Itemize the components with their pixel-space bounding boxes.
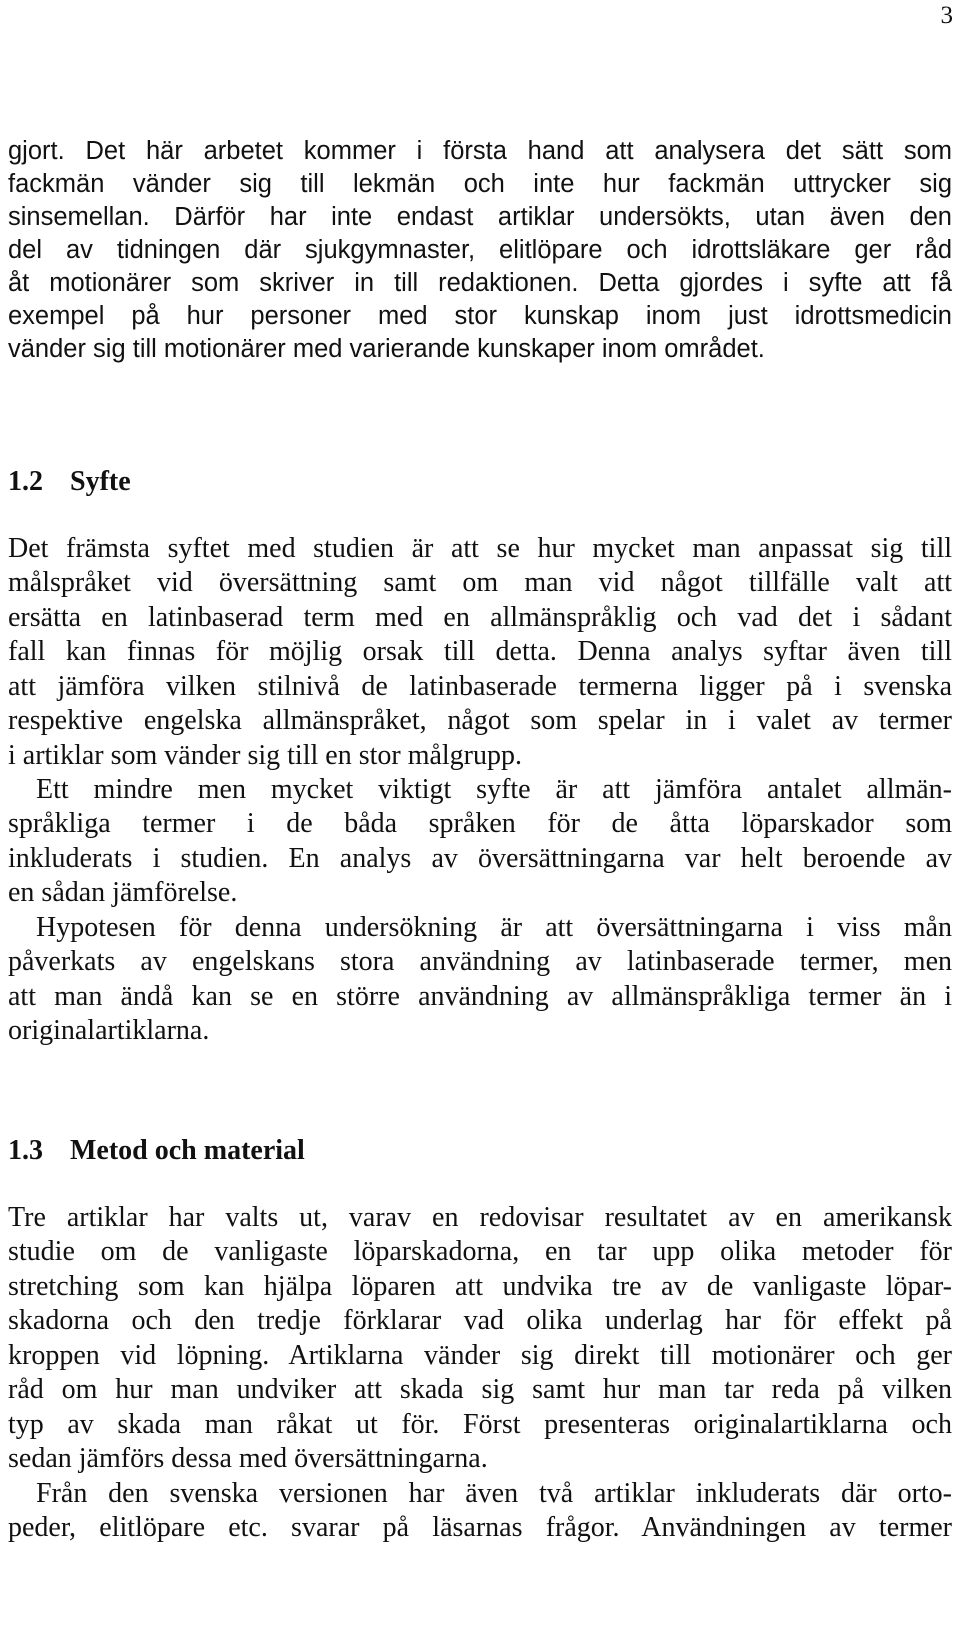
intro-line: vänder sig till motionärer med varierande kunskaper inom området. xyxy=(8,335,765,363)
syfte-line: Hypotesen för denna undersökning är att översättningarna i viss mån xyxy=(36,912,952,943)
metod-line: kroppen vid löpning. Artiklarna vänder sig direkt till motionärer och ger xyxy=(8,1340,952,1371)
syfte-line: Ett mindre men mycket viktigt syfte är att jämföra antalet allmän- xyxy=(36,774,952,805)
section-title: Syfte xyxy=(70,466,131,497)
intro-line: gjort. Det här arbetet kommer i första hand att analysera det sätt som xyxy=(8,137,952,165)
metod-line: studie om de vanligaste löparskadorna, en tar upp olika metoder för xyxy=(8,1236,952,1267)
syfte-line: respektive engelska allmänspråket, något som spelar in i valet av termer xyxy=(8,705,952,736)
metod-line: Från den svenska versionen har även två artiklar inkluderats där orto- xyxy=(36,1478,952,1509)
section-title: Metod och material xyxy=(70,1135,305,1166)
metod-line: Tre artiklar har valts ut, varav en redovisar resultatet av en amerikansk xyxy=(8,1202,952,1233)
intro-line: fackmän vänder sig till lekmän och inte hur fackmän uttrycker sig xyxy=(8,170,952,198)
syfte-line: Det främsta syftet med studien är att se hur mycket man anpassat sig till xyxy=(8,533,952,564)
syfte-line: språkliga termer i de båda språken för de åtta löparskador som xyxy=(8,808,952,839)
intro-line: del av tidningen där sjukgymnaster, elitlöpare och idrottsläkare ger råd xyxy=(8,236,952,264)
intro-line: exempel på hur personer med stor kunskap inom just idrottsmedicin xyxy=(8,302,952,330)
section-heading-metod xyxy=(8,1133,305,1169)
section-heading-syfte xyxy=(8,464,131,500)
syfte-line: målspråket vid översättning samt om man vid något tillfälle valt att xyxy=(8,567,952,598)
intro-line: åt motionärer som skriver in till redaktionen. Detta gjordes i syfte att få xyxy=(8,269,952,297)
syfte-line: att jämföra vilken stilnivå de latinbaserade termerna ligger på i svenska xyxy=(8,671,952,702)
syfte-line: en sådan jämförelse. xyxy=(8,877,238,908)
metod-line: sedan jämförs dessa med översättningarna. xyxy=(8,1443,488,1474)
syfte-line: fall kan finnas för möjlig orsak till detta. Denna analys syftar även till xyxy=(8,636,952,667)
metod-line: stretching som kan hjälpa löparen att undvika tre av de vanligaste löpar- xyxy=(8,1271,952,1302)
syfte-line: påverkats av engelskans stora användning av latinbaserade termer, men xyxy=(8,946,952,977)
page-number: 3 xyxy=(940,2,953,29)
metod-line: peder, elitlöpare etc. svarar på läsarnas frågor. Användningen av termer xyxy=(8,1512,952,1543)
section-number: 1.3 xyxy=(8,1135,43,1166)
intro-line: sinsemellan. Därför har inte endast artiklar undersökts, utan även den xyxy=(8,203,952,231)
syfte-line: inkluderats i studien. En analys av översättningarna var helt beroende av xyxy=(8,843,952,874)
section-number: 1.2 xyxy=(8,466,43,497)
syfte-line: att man ändå kan se en större användning av allmänspråkliga termer än i xyxy=(8,981,952,1012)
syfte-line: i artiklar som vänder sig till en stor målgrupp. xyxy=(8,740,523,771)
metod-line: typ av skada man råkat ut för. Först presenteras originalartiklarna och xyxy=(8,1409,952,1440)
syfte-line: originalartiklarna. xyxy=(8,1015,210,1046)
metod-line: skadorna och den tredje förklarar vad olika underlag har för effekt på xyxy=(8,1305,952,1336)
metod-line: råd om hur man undviker att skada sig samt hur man tar reda på vilken xyxy=(8,1374,952,1405)
syfte-line: ersätta en latinbaserad term med en allmänspråklig och vad det i sådant xyxy=(8,602,952,633)
